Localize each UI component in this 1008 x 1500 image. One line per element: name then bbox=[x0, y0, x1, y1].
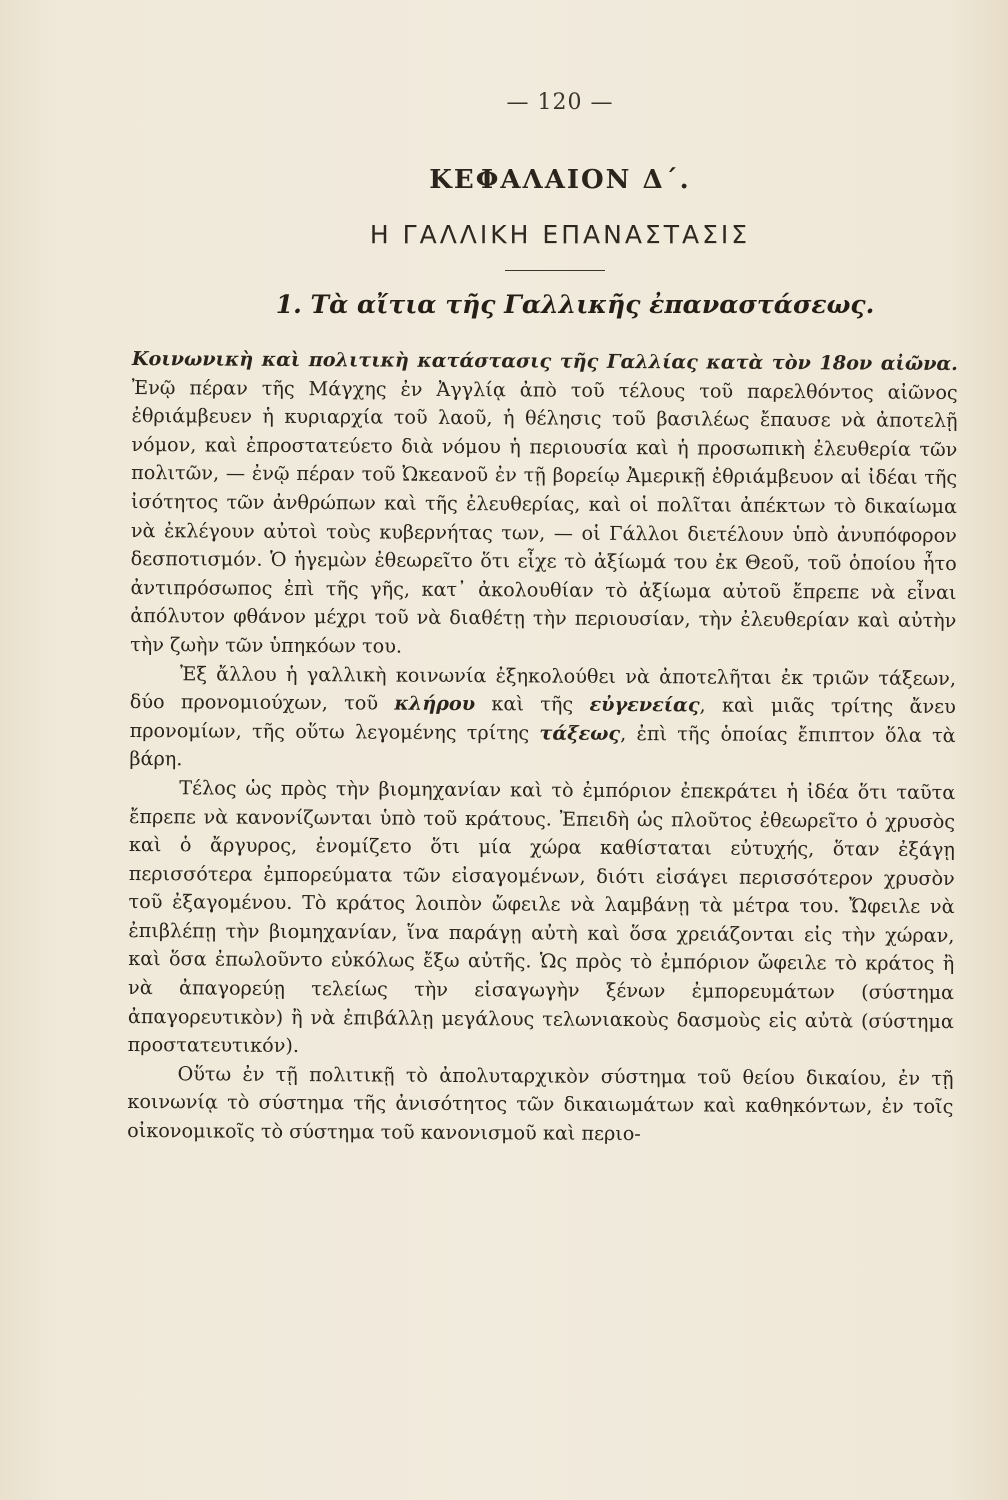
paragraph-3: Τέλος ὡς πρὸς τὴν βιομηχανίαν καὶ τὸ ἐμπόριον ἐπεκράτει ἡ ἰδέα ὅτι ταῦτα ἔπρεπε νὰ κανονίζωνται ὑπὸ τοῦ κράτους. Ἐπειδὴ ὡς πλοῦτος ἐθεωρεῖτο ὁ χρυσὸς καὶ ὁ ἄργυρος, ἐνομίζετο ὅτι μία χώρα καθίσταται εὐτυχής, ὅταν ἐξάγῃ περισσότερα ἐμπορεύματα τῶν εἰσαγομένων, διότι εἰσάγει περισσότερον χρυσὸν τοῦ ἐξαγομένου. Τὸ κράτος λοιπὸν ὤφειλε νὰ λαμβάνῃ τὰ μέτρα του. Ὤφειλε νὰ ἐπιβλέπῃ τὴν βιομηχανίαν, ἵνα παράγῃ αὐτὴ καὶ ὅσα χρειάζονται εἰς τὴν χώραν, καὶ ὅσα ἐπωλοῦντο εὐκόλως ἔξω αὐτῆς. Ὡς πρὸς τὸ ἐμπόριον ὤφειλε τὸ κράτος ἢ νὰ ἀπαγορεύῃ τελείως τὴν εἰσαγωγὴν ξένων ἐμπορευμάτων (σύστημα ἀπαγορευτικὸν) ἢ νὰ ἐπιβάλλῃ μεγάλους τελωνιακοὺς δασμοὺς εἰς αὐτὰ (σύστημα προστατευτικόν). bbox=[127, 776, 956, 1058]
paragraph-2-text-c: , καὶ μιᾶς τρίτης ἄνευ προνομίων, τῆς οὕτω λεγομένης τρίτης bbox=[129, 693, 956, 745]
page-number: — 120 — bbox=[506, 90, 614, 115]
paragraph-4: Οὕτω ἐν τῇ πολιτικῇ τὸ ἀπολυταρχικὸν σύστημα τοῦ θείου δικαίου, ἐν τῇ κοινωνίᾳ τὸ σύστημα τῆς ἀνισότητος τῶν δικαιωμάτων καὶ καθηκόντων, ἐν τοῖς οἰκονομικοῖς τὸ σύστημα τοῦ κανονισμοῦ καὶ περιο- bbox=[127, 1062, 954, 1146]
paragraph-1-run-in-heading: Κοινωνικὴ καὶ πολιτικὴ κατάστασις τῆς Γαλλίας κατὰ τὸν 18ον αἰῶνα. bbox=[131, 346, 958, 376]
emphasis-nobility: εὐγενείας bbox=[589, 692, 700, 717]
paragraph-2-text-b: καὶ τῆς bbox=[475, 692, 590, 716]
emphasis-clergy: κλήρου bbox=[394, 691, 476, 716]
chapter-title: ΚΕΦΑΛΑΙΟΝ Δ΄. bbox=[429, 165, 691, 195]
section-heading: 1. Τὰ αἴτια τῆς Γαλλικῆς ἐπαναστάσεως. bbox=[275, 290, 875, 319]
paragraph-1 bbox=[130, 345, 958, 665]
paragraph-2-text-a: Ἐξ ἄλλου ἡ γαλλικὴ κοινωνία ἐξηκολούθει νὰ ἀποτελῆται ἐκ τριῶν τάξεων, δύο προνομιούχων, τοῦ bbox=[129, 661, 957, 715]
emphasis-estate: τάξεως bbox=[539, 721, 621, 745]
paragraph-2 bbox=[129, 660, 956, 779]
title-divider bbox=[505, 270, 605, 271]
paragraph-2-text-d: , ἐπὶ τῆς ὁποίας ἔπιπτον ὅλα τὰ βάρη. bbox=[129, 721, 956, 771]
body-text bbox=[127, 345, 958, 1151]
chapter-subtitle: Η ΓΑΛΛΙΚΗ ΕΠΑΝΑΣΤΑΣΙΣ bbox=[369, 220, 751, 249]
paragraph-1-text: Ἐνῷ πέραν τῆς Μάγχης ἐν Ἀγγλίᾳ ἀπὸ τοῦ τέλους τοῦ παρελθόντος αἰῶνος ἐθριάμβευεν ἡ κυριαρχία τοῦ λαοῦ, ἡ θέλησις τοῦ βασιλέως ἔπαυσε νὰ ἀποτελῇ νόμον, καὶ ἐπροστατεύετο διὰ νόμου ἡ περιουσία καὶ ἡ προσωπικὴ ἐλευθερία τῶν πολιτῶν, — ἐνῷ πέραν τοῦ Ὠκεανοῦ ἐν τῇ βορείῳ Ἀμερικῇ ἐθριάμβευον αἱ ἰδέαι τῆς ἰσότητος τῶν ἀνθρώπων καὶ τῆς ἐλευθερίας, καὶ οἱ πολῖται ἀπέκτων τὸ δικαίωμα νὰ ἐκλέγουν αὐτοὶ τοὺς κυβερνήτας των, — οἱ Γάλλοι διετέλουν ὑπὸ ἀνυπόφορον δεσποτισμόν. Ὁ ἡγεμὼν ἐθεωρεῖτο ὅτι εἶχε τὸ ἀξίωμά του ἐκ Θεοῦ, τοῦ ὁποίου ἦτο ἀντιπρόσωπος ἐπὶ τῆς γῆς, κατ᾿ ἀκολουθίαν τὸ ἀξίωμα αὐτοῦ ἔπρεπε νὰ εἶναι ἀπόλυτον φθάνον μέχρι τοῦ νὰ διαθέτῃ τὴν περιουσίαν, τὴν ἐλευθερίαν καὶ αὐτὴν τὴν ζωὴν τῶν ὑπηκόων του. bbox=[130, 375, 958, 658]
